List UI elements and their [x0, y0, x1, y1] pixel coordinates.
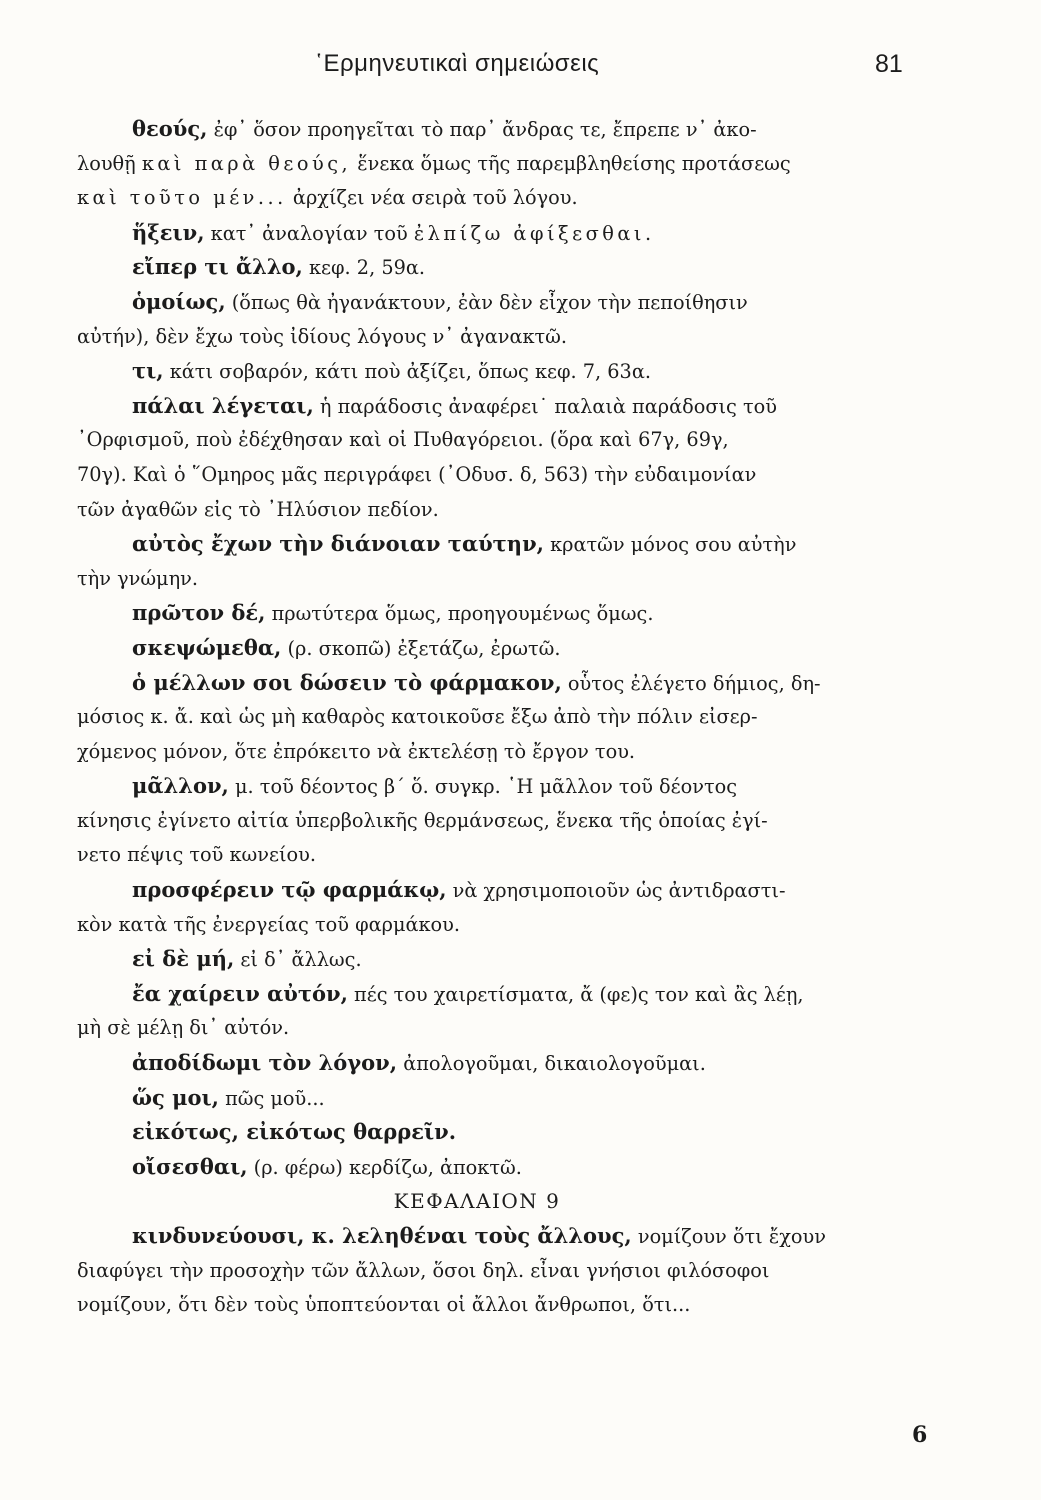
- text-line: [77, 527, 917, 562]
- text-line: [77, 423, 917, 458]
- lemma: πρῶτον δέ,: [132, 600, 266, 626]
- text-line: [77, 1288, 917, 1323]
- line-text: κάτι σοβαρόν, κάτι ποὺ ἀξίζει, ὅπως κεφ. 7, 63α.: [163, 360, 651, 384]
- lemma: τι,: [132, 358, 164, 384]
- line-text: κρατῶν μόνος σου αὐτὴν: [543, 533, 797, 557]
- line-text: διαφύγει τὴν προσοχὴν τῶν ἄλλων, ὅσοι δηλ. εἶναι γνήσιοι φιλόσοφοι: [77, 1258, 770, 1282]
- text-line: [77, 596, 917, 631]
- lemma: αὐτὸς ἔχων τὴν διάνοιαν ταύτην,: [132, 531, 544, 557]
- line-text: ἀρχίζει νέα σειρὰ τοῦ λόγου.: [286, 186, 578, 210]
- text-line: [77, 389, 917, 424]
- spaced-phrase: ἐλπίζω ἀφίξεσθαι.: [413, 221, 655, 245]
- text-line: [77, 1046, 917, 1081]
- line-text: εἰ δ᾽ ἄλλως.: [234, 948, 362, 972]
- lemma: οἴσεσθαι,: [132, 1153, 248, 1179]
- text-line: [77, 562, 917, 597]
- line-text: πές του χαιρετίσματα, ἄ (φε)ς τον καὶ ἂς λέῃ,: [347, 982, 804, 1006]
- text-line: [77, 1011, 917, 1046]
- spaced-phrase: καὶ τοῦτο μέν...: [77, 186, 287, 210]
- lemma: προσφέρειν τῷ φαρμάκῳ,: [132, 877, 447, 903]
- line-text: κίνησις ἐγίνετο αἰτία ὑπερβολικῆς θερμάνσεως, ἕνεκα τῆς ὁποίας ἐγί-: [77, 808, 768, 832]
- lemma: ἔα χαίρειν αὐτόν,: [132, 980, 348, 1006]
- page-number: 81: [875, 50, 903, 78]
- line-text: κὸν κατὰ τῆς ἐνεργείας τοῦ φαρμάκου.: [77, 912, 460, 936]
- commentary-text: [77, 112, 917, 1323]
- line-text: 70γ). Καὶ ὁ ῞Ομηρος μᾶς περιγράφει (᾽Οδυσ. δ, 563) τὴν εὐδαιμονίαν: [77, 462, 757, 486]
- text-line: [77, 1219, 917, 1254]
- text-line: [77, 769, 917, 804]
- chapter-heading: ΚΕΦΑΛΑΙΟΝ 9: [393, 1189, 561, 1214]
- text-line: [77, 1254, 917, 1289]
- text-line: [77, 977, 917, 1012]
- text-line: [77, 1081, 917, 1116]
- text-line: [77, 285, 917, 320]
- line-text: πῶς μοῦ...: [218, 1086, 325, 1110]
- lemma: μᾶλλον,: [132, 773, 229, 799]
- line-text: ἕνεκα ὅμως τῆς παρεμβληθείσης προτάσεως: [351, 151, 791, 175]
- line-text: νετο πέψις τοῦ κωνείου.: [77, 843, 317, 867]
- text-line: [77, 147, 917, 182]
- lemma: ὁμοίως,: [132, 288, 226, 314]
- lemma: ὁ μέλλων σοι δώσειν τὸ φάρμακον,: [132, 669, 562, 695]
- line-text: μὴ σὲ μέλῃ δι᾽ αὐτόν.: [77, 1016, 290, 1040]
- text-line: [77, 942, 917, 977]
- line-text: κατ᾽ ἀναλογίαν τοῦ: [204, 221, 414, 245]
- lemma: ὥς μοι,: [132, 1084, 219, 1110]
- text-line: [77, 112, 917, 147]
- text-line: [77, 1150, 917, 1185]
- line-text: χόμενος μόνον, ὅτε ἐπρόκειτο νὰ ἐκτελέσῃ τὸ ἔργον του.: [77, 739, 636, 763]
- text-line: [77, 250, 917, 285]
- lemma: εἰκότως, εἰκότως θαρρεῖν.: [132, 1119, 457, 1145]
- spaced-phrase: καὶ παρὰ θεούς,: [141, 151, 352, 175]
- text-line: [77, 700, 917, 735]
- lemma: εἰ δὲ μή,: [132, 946, 235, 972]
- text-line: [77, 908, 917, 943]
- line-text: ἡ παράδοσις ἀναφέρει˙ παλαιὰ παράδοσις τοῦ: [313, 394, 777, 418]
- text-line: [77, 631, 917, 666]
- lemma: εἴπερ τι ἄλλο,: [132, 254, 303, 280]
- line-text: ἀπολογοῦμαι, δικαιολογοῦμαι.: [397, 1052, 706, 1076]
- lemma: κινδυνεύουσι, κ. λεληθέναι τοὺς ἄλλους,: [132, 1223, 632, 1248]
- signature-mark: 6: [912, 1422, 928, 1448]
- line-text: οὗτος ἐλέγετο δήμιος, δη-: [561, 671, 821, 695]
- running-title: ῾Ερμηνευτικαὶ σημειώσεις: [315, 50, 600, 77]
- text-line: [77, 354, 917, 389]
- line-text: νομίζουν ὅτι ἔχουν: [631, 1225, 826, 1248]
- line-text: (ρ. σκοπῶ) ἐξετάζω, ἐρωτῶ.: [281, 636, 561, 660]
- line-text: νὰ χρησιμοποιοῦν ὡς ἀντιδραστι-: [446, 879, 786, 903]
- text-line: [77, 493, 917, 528]
- text-line: [77, 735, 917, 770]
- line-text: (ὅπως θὰ ἠγανάκτουν, ἐὰν δὲν εἶχον τὴν πεποίθησιν: [225, 290, 748, 314]
- line-text: ἐφ᾽ ὅσον προηγεῖται τὸ παρ᾽ ἄνδρας τε, ἔπρεπε ν᾽ ἀκο-: [207, 118, 757, 141]
- line-text: λουθῇ: [77, 151, 142, 175]
- text-line: [77, 320, 917, 355]
- lemma: θεούς,: [132, 116, 208, 141]
- line-text: αὐτήν), δὲν ἔχω τοὺς ἰδίους λόγους ν᾽ ἀγανακτῶ.: [77, 324, 568, 348]
- line-text: μ. τοῦ δέοντος β΄ ὅ. συγκρ. ῾Η μᾶλλον τοῦ δέοντος: [228, 775, 738, 799]
- text-line: [77, 181, 917, 216]
- text-line: [77, 216, 917, 251]
- lemma: ἀποδίδωμι τὸν λόγον,: [132, 1050, 398, 1076]
- lemma: πάλαι λέγεται,: [132, 392, 314, 418]
- text-line: [77, 838, 917, 873]
- line-text: τῶν ἀγαθῶν εἰς τὸ ᾽Ηλύσιον πεδίον.: [77, 497, 439, 521]
- line-text: τὴν γνώμην.: [77, 566, 198, 590]
- line-text: νομίζουν, ὅτι δὲν τοὺς ὑποπτεύονται οἱ ἄλλοι ἄνθρωποι, ὅτι...: [77, 1293, 691, 1317]
- line-text: μόσιος κ. ἄ. καὶ ὡς μὴ καθαρὸς κατοικοῦσε ἔξω ἀπὸ τὴν πόλιν εἰσερ-: [77, 705, 758, 729]
- line-text: (ρ. φέρω) κερδίζω, ἀποκτῶ.: [247, 1155, 522, 1179]
- text-line: [77, 804, 917, 839]
- text-line: [77, 873, 917, 908]
- text-line: [77, 666, 917, 701]
- lemma: σκεψώμεθα,: [132, 634, 282, 660]
- text-line: [77, 458, 917, 493]
- line-text: ᾽Ορφισμοῦ, ποὺ ἐδέχθησαν καὶ οἱ Πυθαγόρειοι. (ὅρα καὶ 67γ, 69γ,: [77, 428, 729, 452]
- line-text: πρωτύτερα ὅμως, προηγουμένως ὅμως.: [265, 602, 654, 626]
- text-line: [77, 1115, 917, 1150]
- lemma: ἥξειν,: [132, 219, 205, 245]
- line-text: κεφ. 2, 59α.: [302, 256, 426, 280]
